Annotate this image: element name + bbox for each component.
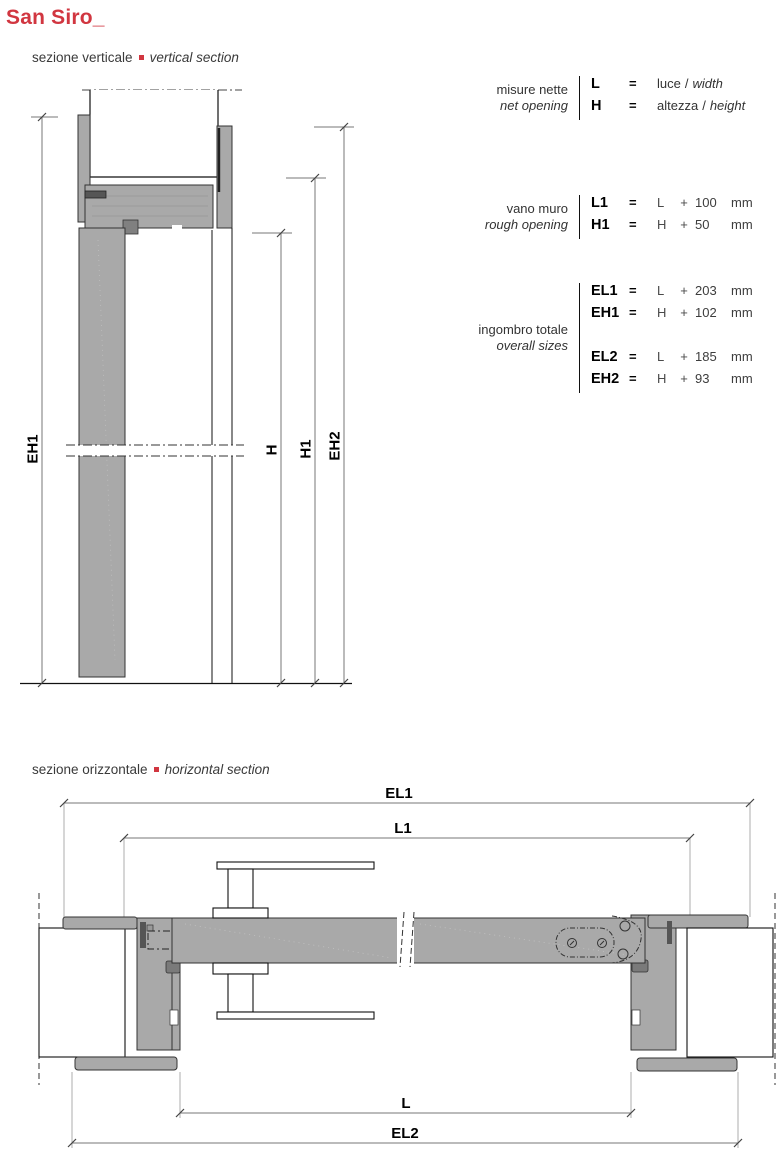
- handle-collar-top: [213, 908, 268, 918]
- label-en: overall sizes: [496, 338, 568, 353]
- value: 102: [695, 305, 717, 320]
- red-square-bullet: [139, 55, 144, 60]
- unit: mm: [731, 217, 753, 232]
- symbol: EL2: [591, 349, 618, 365]
- operator: +: [680, 283, 688, 298]
- legend-row: [591, 195, 753, 217]
- word-it: luce: [657, 76, 681, 91]
- horizontal-section-label-it: sezione orizzontale: [32, 762, 148, 777]
- dim-label-l1: L1: [394, 820, 412, 837]
- dim-label-eh2: EH2: [326, 431, 344, 461]
- legend-row: [591, 283, 753, 305]
- operator: +: [680, 349, 688, 364]
- jamb-bracket: [667, 921, 672, 944]
- vertical-section-label-en: vertical section: [149, 50, 239, 65]
- symbol: EL1: [591, 283, 618, 299]
- dim-label-el2: EL2: [391, 1125, 419, 1142]
- symbol: L1: [591, 195, 608, 211]
- label-en: net opening: [500, 98, 568, 113]
- dim-label-h1: H1: [297, 439, 315, 459]
- symbol: EH2: [591, 371, 620, 387]
- equals: =: [629, 283, 637, 298]
- equals: =: [629, 349, 637, 364]
- value: 50: [695, 217, 710, 232]
- track-bracket: [85, 191, 106, 198]
- variable: H: [657, 371, 667, 386]
- jamb-clip: [147, 925, 153, 931]
- red-square-bullet: [154, 767, 159, 772]
- legend-row: [591, 76, 745, 98]
- equals: =: [629, 371, 637, 386]
- equals: =: [629, 217, 637, 232]
- equals: =: [629, 305, 637, 320]
- horizontal-section-drawing: [0, 780, 782, 1153]
- value: 93: [695, 371, 710, 386]
- unit: mm: [731, 305, 753, 320]
- vertical-section-label-it: sezione verticale: [32, 50, 133, 65]
- legend-row: [591, 305, 753, 327]
- operator: +: [680, 305, 688, 320]
- left-counterframe-bottom: [75, 1057, 177, 1070]
- symbol: H1: [591, 217, 610, 233]
- label-it: ingombro totale: [478, 322, 568, 337]
- variable: L: [657, 349, 665, 364]
- vertical-section-label: [32, 50, 239, 65]
- separator: /: [684, 76, 689, 91]
- dim-label-el1: EL1: [385, 785, 413, 802]
- legend-row: [591, 98, 745, 120]
- value: 185: [695, 349, 717, 364]
- word-it: altezza: [657, 98, 699, 113]
- break-gap: [397, 913, 414, 966]
- symbol: H: [591, 98, 602, 114]
- separator: /: [702, 98, 706, 113]
- equals: =: [629, 195, 637, 210]
- value: 100: [695, 195, 717, 210]
- vertical-section-drawing: [0, 70, 470, 710]
- handle-stem-bottom: [228, 974, 253, 1012]
- jamb-notch: [632, 1010, 640, 1025]
- handle-plate-top: [217, 862, 374, 869]
- handle-collar-bottom: [213, 963, 268, 974]
- right-counterframe-top: [648, 915, 748, 928]
- unit: mm: [731, 371, 753, 386]
- equals: =: [629, 98, 637, 113]
- dimension-line-eh2: [314, 123, 354, 687]
- variable: L: [657, 283, 665, 298]
- label-en: rough opening: [484, 217, 568, 232]
- dim-label-l: L: [401, 1095, 411, 1112]
- jamb-notch: [170, 1010, 178, 1025]
- page-title: San Siro_: [6, 6, 105, 29]
- symbol: L: [591, 76, 600, 92]
- label-it: vano muro: [506, 201, 568, 216]
- variable: H: [657, 217, 667, 232]
- right-counterframe-bottom: [637, 1058, 737, 1071]
- handle-stem-top: [228, 869, 253, 908]
- dim-label-h: H: [263, 444, 281, 456]
- right-wall: [687, 928, 773, 1057]
- label-it: misure nette: [496, 82, 568, 97]
- legend-row: [591, 371, 753, 393]
- word-en: width: [692, 76, 723, 91]
- equals: =: [629, 76, 637, 91]
- unit: mm: [731, 349, 753, 364]
- value: 203: [695, 283, 717, 298]
- unit: mm: [731, 195, 753, 210]
- left-counterframe-top: [63, 917, 137, 929]
- dimension-line-h: [252, 229, 292, 687]
- handle-plate-bottom: [217, 1012, 374, 1019]
- dim-label-eh1: EH1: [24, 434, 42, 464]
- variable: L: [657, 195, 665, 210]
- operator: +: [680, 217, 688, 232]
- beam-notch: [172, 225, 182, 230]
- jamb-bracket: [140, 922, 146, 948]
- pocket-cavity: [90, 90, 218, 177]
- left-wall: [39, 928, 125, 1057]
- horizontal-section-label: [32, 762, 270, 777]
- dimension-line-h1: [286, 174, 326, 687]
- horizontal-section-label-en: horizontal section: [164, 762, 270, 777]
- legend-row: [591, 217, 753, 239]
- unit: mm: [731, 283, 753, 298]
- operator: +: [680, 371, 688, 386]
- word-en: height: [709, 98, 746, 113]
- legend-row: [591, 349, 753, 371]
- operator: +: [680, 195, 688, 210]
- variable: H: [657, 305, 667, 320]
- break-gap: [62, 445, 248, 456]
- dimension-line-eh1: [31, 113, 58, 687]
- symbol: EH1: [591, 305, 620, 321]
